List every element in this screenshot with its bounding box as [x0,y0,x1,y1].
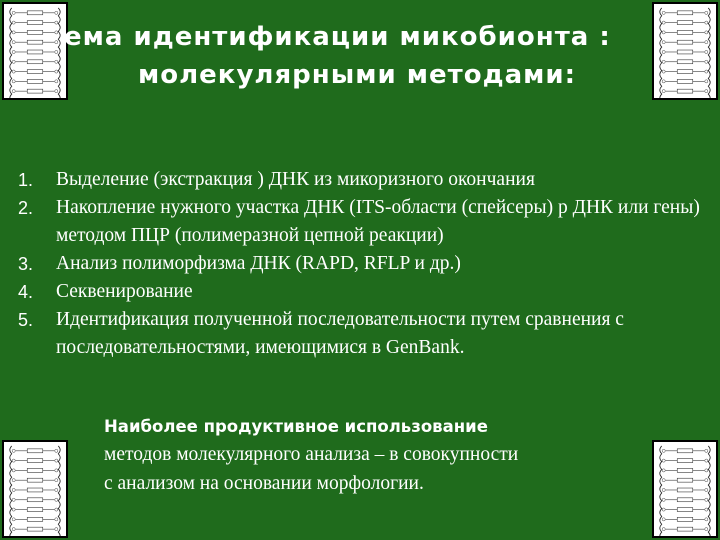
list-item [18,306,708,362]
dna-diagram-icon [652,2,718,100]
note-line-3: с анализом на основании морфологии. [104,473,424,494]
note-line-2: методов молекулярного анализа – в совокупности [104,444,519,465]
summary-note [104,414,644,498]
title-line-1: ема идентификации микобионта : [64,22,611,52]
note-heading: Наиболее продуктивное использование [104,417,488,436]
title-line-2: молекулярными методами: [138,60,576,90]
item-number: 4. [18,282,34,302]
steps-list [18,166,708,362]
list-item [18,278,708,306]
dna-diagram-icon [2,2,68,100]
slide-title [62,18,652,94]
item-text: Накопление нужного участка ДНК (ITS-области (спейсеры) р ДНК или гены) методом ПЦР (полимеразной цепной реакции) [56,197,700,246]
item-number: 3. [18,254,34,274]
item-text: Выделение (экстракция ) ДНК из микоризного окончания [56,169,535,190]
item-text: Идентификация полученной последовательности путем сравнения с последовательностями, имеющимися в GenBank. [56,309,624,358]
list-item [18,194,708,250]
item-number: 2. [18,198,34,218]
item-number: 1. [18,170,34,190]
item-text: Секвенирование [56,281,193,302]
list-item [18,250,708,278]
list-item [18,166,708,194]
dna-diagram-icon [2,440,68,538]
item-text: Анализ полиморфизма ДНК (RAPD, RFLP и др.) [56,253,461,274]
item-number: 5. [18,310,34,330]
dna-diagram-icon [652,440,718,538]
